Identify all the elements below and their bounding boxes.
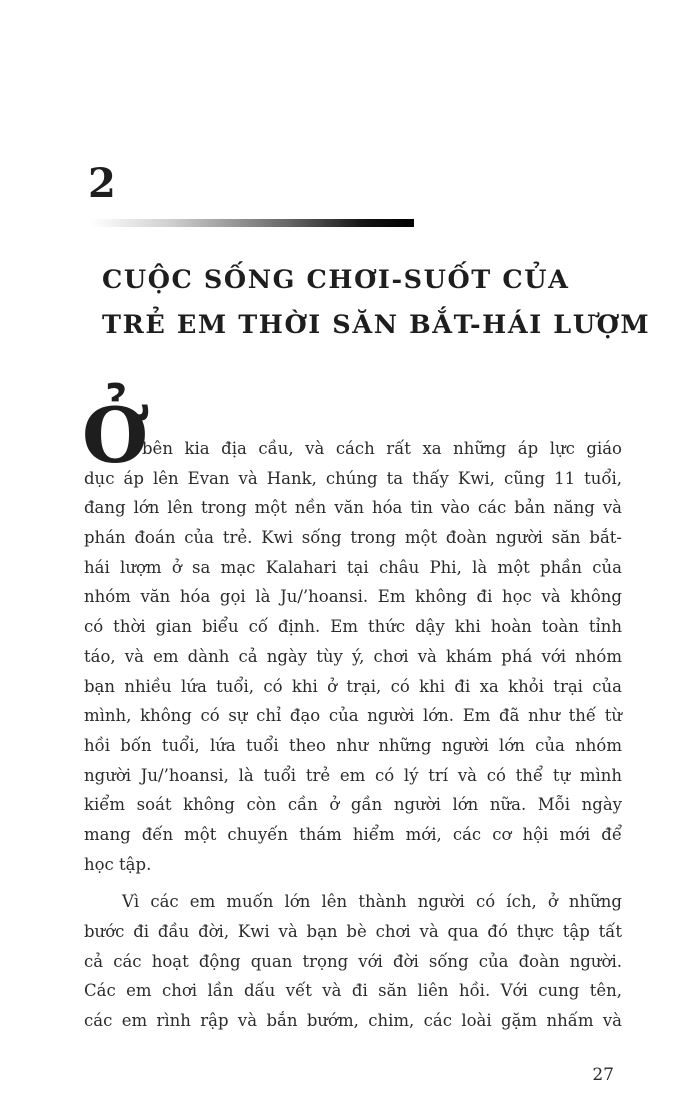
text-line: bạn nhiều lứa tuổi, có khi ở trại, có khi đi xa khỏi trại của bbox=[84, 676, 622, 696]
text-line: bên kia địa cầu, và cách rất xa những áp lực giáo bbox=[142, 439, 622, 458]
text-line: cả các hoạt động quan trọng với đời sống của đoàn người. bbox=[84, 951, 622, 971]
text-line: học tập. bbox=[84, 854, 152, 874]
page-number: 27 bbox=[592, 1065, 614, 1085]
text-line: mang đến một chuyến thám hiểm mới, các cơ hội mới để bbox=[84, 824, 622, 844]
text-line: Các em chơi lần dấu vết và đi săn liên hồi. Với cung tên, bbox=[84, 981, 622, 1001]
text-line: táo, và em dành cả ngày tùy ý, chơi và khám phá với nhóm bbox=[84, 646, 622, 666]
text-line: có thời gian biểu cố định. Em thức dậy khi hoàn toàn tỉnh bbox=[84, 617, 622, 637]
text-line: bước đi đầu đời, Kwi và bạn bè chơi và qua đó thực tập tất bbox=[84, 922, 622, 941]
paragraph-gap bbox=[84, 879, 622, 887]
text-line: đang lớn lên trong một nền văn hóa tin vào các bản năng và bbox=[84, 498, 622, 518]
text-line: hái lượm ở sa mạc Kalahari tại châu Phi, là một phần của bbox=[84, 557, 622, 577]
chapter-number: 2 bbox=[88, 160, 116, 207]
drop-cap-letter: Ở bbox=[82, 391, 149, 480]
text-line: các em rình rập và bắn bướm, chim, các loài gặm nhấm và bbox=[84, 1011, 622, 1031]
text-line: người Ju/’hoansi, là tuổi trẻ em có lý trí và có thể tự mình bbox=[84, 765, 622, 785]
text-line: kiểm soát không còn cần ở gần người lớn nữa. Mỗi ngày bbox=[84, 795, 622, 815]
chapter-title-line: CUỘC SỐNG CHƠI-SUỐT CỦA bbox=[102, 265, 570, 295]
text-line: Vì các em muốn lớn lên thành người có ích, ở những bbox=[122, 892, 622, 912]
text-line: mình, không có sự chỉ đạo của người lớn. Em đã như thế từ bbox=[84, 706, 622, 726]
body-text bbox=[84, 434, 622, 1036]
text-line: dục áp lên Evan và Hank, chúng ta thấy Kwi, cũng 11 tuổi, bbox=[84, 468, 622, 488]
chapter-title-line: TRẺ EM THỜI SĂN BẮT-HÁI LƯỢM bbox=[102, 310, 651, 340]
text-line: nhóm văn hóa gọi là Ju/’hoansi. Em không đi học và không bbox=[84, 587, 622, 607]
chapter-title bbox=[102, 258, 662, 348]
text-line: hồi bốn tuổi, lứa tuổi theo như những người lớn của nhóm bbox=[84, 735, 622, 755]
chapter-divider-rule bbox=[90, 219, 414, 227]
text-line: phán đoán của trẻ. Kwi sống trong một đoàn người săn bắt- bbox=[84, 528, 622, 548]
